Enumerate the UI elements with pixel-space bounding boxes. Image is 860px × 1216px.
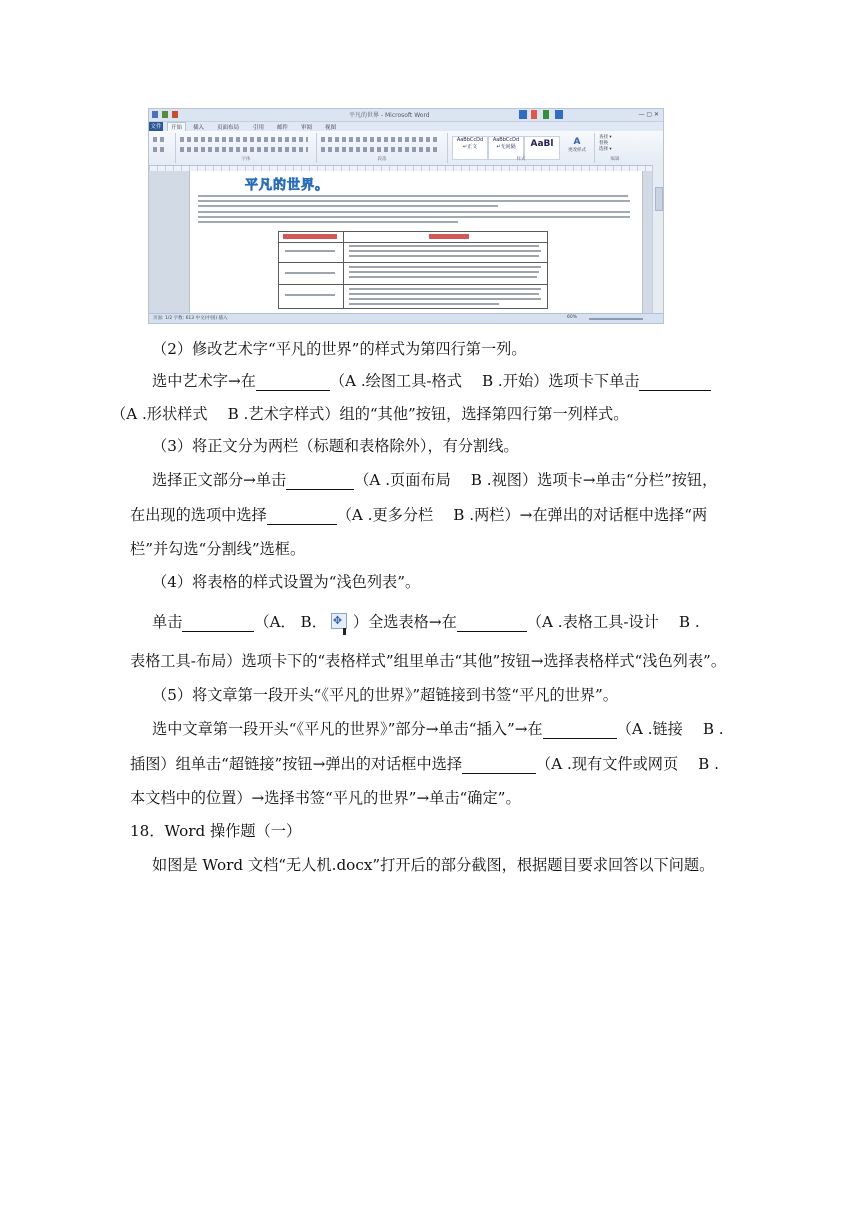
style-heading-1: AaBl bbox=[524, 136, 560, 160]
status-bar bbox=[149, 313, 663, 324]
ime-toolbar bbox=[519, 110, 619, 119]
vertical-scrollbar bbox=[652, 165, 663, 313]
body-text-line bbox=[198, 211, 630, 213]
change-styles-button: A 更改样式 bbox=[568, 137, 586, 153]
status-text: 页面: 1/2 字数: 613 中文(中国) 插入 bbox=[153, 316, 228, 321]
font-group-label: 字体 bbox=[241, 157, 251, 162]
q3-line-1: 选择正文部分→单击 （A .页面布局 B .视图）选项卡→单击“分栏”按钮， bbox=[152, 471, 718, 489]
table-row-label bbox=[285, 250, 335, 252]
body-text-line bbox=[198, 216, 630, 218]
q4-title: （4）将表格的样式设置为“浅色列表”。 bbox=[152, 573, 421, 591]
document-page-preview bbox=[189, 171, 643, 313]
answer-blank bbox=[182, 614, 254, 632]
q5-title: （5）将文章第一段开头“《平凡的世界》”超链接到书签“平凡的世界”。 bbox=[152, 686, 618, 704]
q3-title: （3）将正文分为两栏（标题和表格除外），有分割线。 bbox=[152, 437, 519, 455]
document-area bbox=[149, 171, 663, 313]
answer-blank bbox=[462, 756, 536, 774]
answer-blank bbox=[457, 614, 527, 632]
body-text-line bbox=[198, 221, 458, 223]
tab-home: 开始 bbox=[167, 122, 186, 131]
tab-page-layout: 页面布局 bbox=[217, 125, 240, 131]
quick-access-toolbar bbox=[152, 111, 190, 118]
q18-intro: 如图是 Word 文档“无人机.docx”打开后的部分截图，根据题目要求回答以下问题。 bbox=[152, 856, 715, 874]
q2-line-1: 选中艺术字→在 （A .绘图工具-格式 B .开始）选项卡下单击 bbox=[152, 371, 711, 391]
table-header-right bbox=[429, 234, 469, 239]
styles-group-label: 样式 bbox=[516, 157, 526, 162]
clipboard-group bbox=[149, 133, 176, 163]
table-row-label bbox=[285, 294, 335, 296]
answer-blank bbox=[267, 507, 337, 525]
font-group bbox=[176, 133, 317, 163]
table-header-left bbox=[283, 234, 337, 239]
body-text-line bbox=[198, 195, 628, 197]
zoom-level: 60% bbox=[567, 315, 578, 320]
document-table bbox=[278, 231, 548, 309]
q18-title: 18．Word 操作题（一） bbox=[130, 822, 302, 840]
tab-view: 视图 bbox=[325, 125, 337, 131]
tab-mailings: 邮件 bbox=[277, 125, 289, 131]
table-row-label bbox=[285, 272, 335, 274]
window-controls: — ▢ ✕ bbox=[638, 111, 659, 118]
style-normal: AaBbCcDd ↵正文 bbox=[452, 136, 488, 160]
body-text-line bbox=[198, 205, 498, 207]
zoom-slider bbox=[589, 318, 643, 320]
style-no-spacing: AaBbCcDd ↵无间隔 bbox=[488, 136, 524, 160]
q2-title: （2）修改艺术字“平凡的世界”的样式为第四行第一列。 bbox=[152, 340, 527, 358]
answer-blank bbox=[256, 373, 330, 391]
q5-line-3: 本文档中的位置）→选择书签“平凡的世界”→单击“确定”。 bbox=[130, 789, 521, 807]
answer-blank bbox=[286, 472, 354, 490]
editing-group-label: 编辑 bbox=[610, 157, 620, 162]
q5-line-2: 插图）组单击“超链接”按钮→弹出的对话框中选择 （A .现有文件或网页 B . bbox=[130, 755, 719, 773]
ribbon-tabs bbox=[149, 122, 663, 131]
answer-blank bbox=[639, 373, 711, 391]
q5-line-1: 选中文章第一段开头“《平凡的世界》”部分→单击“插入”→在 （A .链接 B . bbox=[152, 720, 724, 738]
tab-references: 引用 bbox=[253, 125, 265, 131]
q4-line-2: 表格工具-布局）选项卡下的“表格样式”组里单击“其他”按钮→选择表格样式“浅色列表”。 bbox=[130, 652, 727, 670]
wordart-title: 平凡的世界。 bbox=[245, 178, 330, 193]
tab-file: 文件 bbox=[150, 124, 162, 130]
paragraph-group-label: 段落 bbox=[377, 157, 387, 162]
q3-line-2: 在出现的选项中选择 （A .更多分栏 B .两栏）→在弹出的对话框中选择“两 bbox=[130, 506, 708, 524]
ribbon bbox=[149, 131, 663, 166]
window-title: 平凡的世界 - Microsoft Word bbox=[349, 112, 430, 119]
tab-insert: 插入 bbox=[193, 125, 205, 131]
tab-review: 审阅 bbox=[301, 125, 313, 131]
title-bar bbox=[149, 109, 663, 122]
styles-group bbox=[448, 133, 595, 163]
table-select-handle-icon: ✥ bbox=[331, 613, 347, 629]
answer-blank bbox=[543, 721, 617, 739]
q2-line-2: （A .形状样式 B .艺术字样式）组的“其他”按钮，选择第四行第一列样式。 bbox=[111, 405, 629, 423]
q4-line-1: 单击 （A． B． ✥ ）全选表格→在 （A .表格工具-设计 B . bbox=[152, 612, 700, 632]
editing-group: 查找 ▾ 替换 选择 ▾ 编辑 bbox=[595, 133, 635, 163]
table-header-row bbox=[279, 232, 547, 243]
q3-line-3: 栏”并勾选“分割线”选框。 bbox=[130, 540, 306, 558]
word-screenshot bbox=[148, 108, 664, 324]
body-text-line bbox=[198, 200, 630, 202]
paragraph-group bbox=[317, 133, 448, 163]
